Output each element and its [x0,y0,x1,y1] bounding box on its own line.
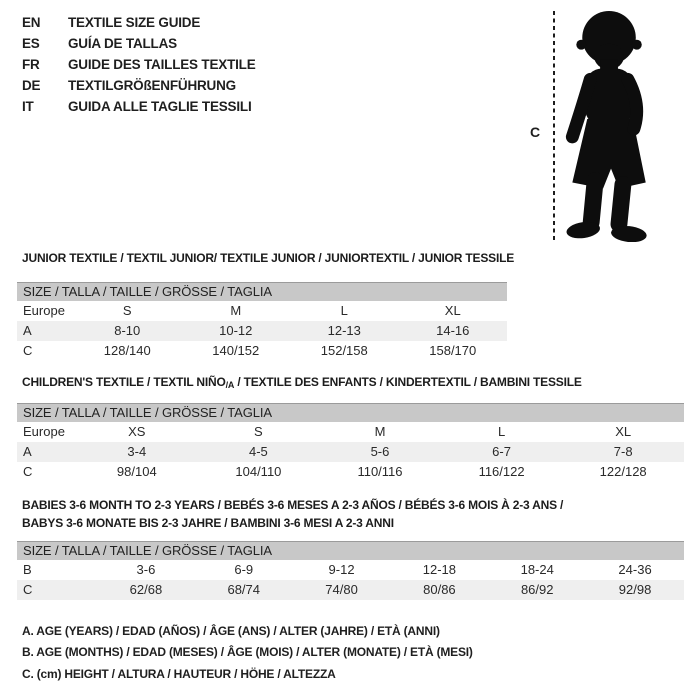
table-cell: 3-6 [136,562,156,577]
table-row-label: C [23,582,33,597]
table-row-height-cm [17,462,684,482]
table-row-label: B [23,562,32,577]
table-cell: 158/170 [429,343,477,358]
table-row-europe [17,301,507,321]
table-row-label: Europe [23,424,65,439]
language-title-list [22,12,256,117]
section-title-children [22,375,582,389]
section-title-babies-line2: BABYS 3-6 MONATE BIS 2-3 JAHRE / BAMBINI 3-6 MESI A 2-3 ANNI [22,515,394,530]
table-cell: 9-12 [328,562,355,577]
table-cell: 80/86 [423,582,456,597]
language-title: GUIDA ALLE TAGLIE TESSILI [68,99,252,114]
table-cell: XS [128,424,146,439]
babies-size-table [17,541,684,600]
footnotes [22,621,473,685]
section-title-babies [22,497,563,532]
table-cell: S [254,424,263,439]
table-row-age-years [17,442,684,462]
footnote-a: A. AGE (YEARS) / EDAD (AÑOS) / ÂGE (ANS) / ALTER (JAHRE) / ETÀ (ANNI) [22,624,440,638]
table-row-label: A [23,323,32,338]
table-cell: 74/80 [325,582,358,597]
table-row-height-cm [17,341,507,361]
language-row-es [22,33,256,54]
language-row-de [22,75,256,96]
table-cell: 5-6 [370,444,390,459]
table-row-age-years [17,321,507,341]
table-cell: 152/158 [320,343,368,358]
section-title-children-pre: CHILDREN'S TEXTILE / TEXTIL NIÑO [22,375,226,389]
section-title-children-post: / TEXTILE DES ENFANTS / KINDERTEXTIL / BAMBINI TESSILE [234,375,582,389]
children-size-table [17,403,684,482]
table-row-age-months [17,560,684,580]
section-title-junior: JUNIOR TEXTILE / TEXTIL JUNIOR/ TEXTILE JUNIOR / JUNIORTEXTIL / JUNIOR TESSILE [22,251,515,265]
toddler-silhouette-icon [556,8,670,242]
table-cell: 128/140 [103,343,151,358]
table-cell: 14-16 [436,323,470,338]
table-cell: L [340,303,348,318]
table-cell: 3-4 [127,444,147,459]
table-cell: 7-8 [613,444,633,459]
language-title: TEXTILGRÖßENFÜHRUNG [68,78,236,93]
table-cell: 12-13 [327,323,361,338]
language-code: IT [22,99,34,114]
table-cell: 4-5 [248,444,268,459]
language-code: FR [22,57,40,72]
table-cell: 122/128 [599,464,647,479]
table-row-label: Europe [23,303,65,318]
table-cell: 116/122 [478,464,525,479]
language-title: GUIDE DES TAILLES TEXTILE [68,57,256,72]
table-cell: 68/74 [227,582,261,597]
language-title: TEXTILE SIZE GUIDE [68,15,201,30]
table-cell: 24-36 [618,562,652,577]
table-cell: L [497,424,506,439]
section-title-children-sub: /A [225,380,235,390]
table-cell: S [122,303,132,318]
table-cell: 6-7 [492,444,511,459]
table-row-label: A [23,444,32,459]
height-measure-line [553,11,555,242]
language-code: DE [22,78,41,93]
language-title: GUÍA DE TALLAS [68,36,177,51]
table-row-label: C [23,343,33,358]
language-code: EN [22,15,41,30]
table-cell: 62/68 [129,582,163,597]
table-row-label: C [23,464,33,479]
table-cell: 10-12 [219,323,253,338]
table-cell: 18-24 [520,562,554,577]
table-cell: 140/152 [212,343,260,358]
table-cell: 86/92 [520,582,554,597]
junior-size-table [17,282,507,361]
height-measure-label: C [530,124,541,140]
language-row-it [22,96,256,117]
table-cell: XL [615,424,632,439]
table-cell: 104/110 [235,464,282,479]
language-code: ES [22,36,40,51]
table-cell: M [374,424,386,439]
section-title-babies-line1: BABIES 3-6 MONTH TO 2-3 YEARS / BEBÉS 3-6 MESES A 2-3 AÑOS / BÉBÉS 3-6 MOIS À 2-3 ANS / [22,498,564,512]
language-row-en [22,12,256,33]
footnote-b: B. AGE (MONTHS) / EDAD (MESES) / ÂGE (MOIS) / ALTER (MONATE) / ETÀ (MESI) [22,645,473,660]
table-cell: 92/98 [618,582,652,597]
table-cell: 110/116 [357,464,403,479]
size-table-header: SIZE / TALLA / TAILLE / GRÖSSE / TAGLIA [17,282,507,301]
table-row-europe [17,422,684,442]
table-cell: 12-18 [422,562,457,577]
table-cell: 98/104 [116,464,157,479]
size-table-header: SIZE / TALLA / TAILLE / GRÖSSE / TAGLIA [17,403,684,422]
table-cell: 8-10 [114,323,141,338]
table-row-height-cm [17,580,684,600]
footnote-c: C. (cm) HEIGHT / ALTURA / HAUTEUR / HÖHE / ALTEZZA [22,666,336,681]
language-row-fr [22,54,256,75]
table-cell: 6-9 [234,562,254,577]
table-cell: XL [444,303,461,318]
table-cell: M [230,303,242,318]
size-table-header: SIZE / TALLA / TAILLE / GRÖSSE / TAGLIA [17,541,684,560]
